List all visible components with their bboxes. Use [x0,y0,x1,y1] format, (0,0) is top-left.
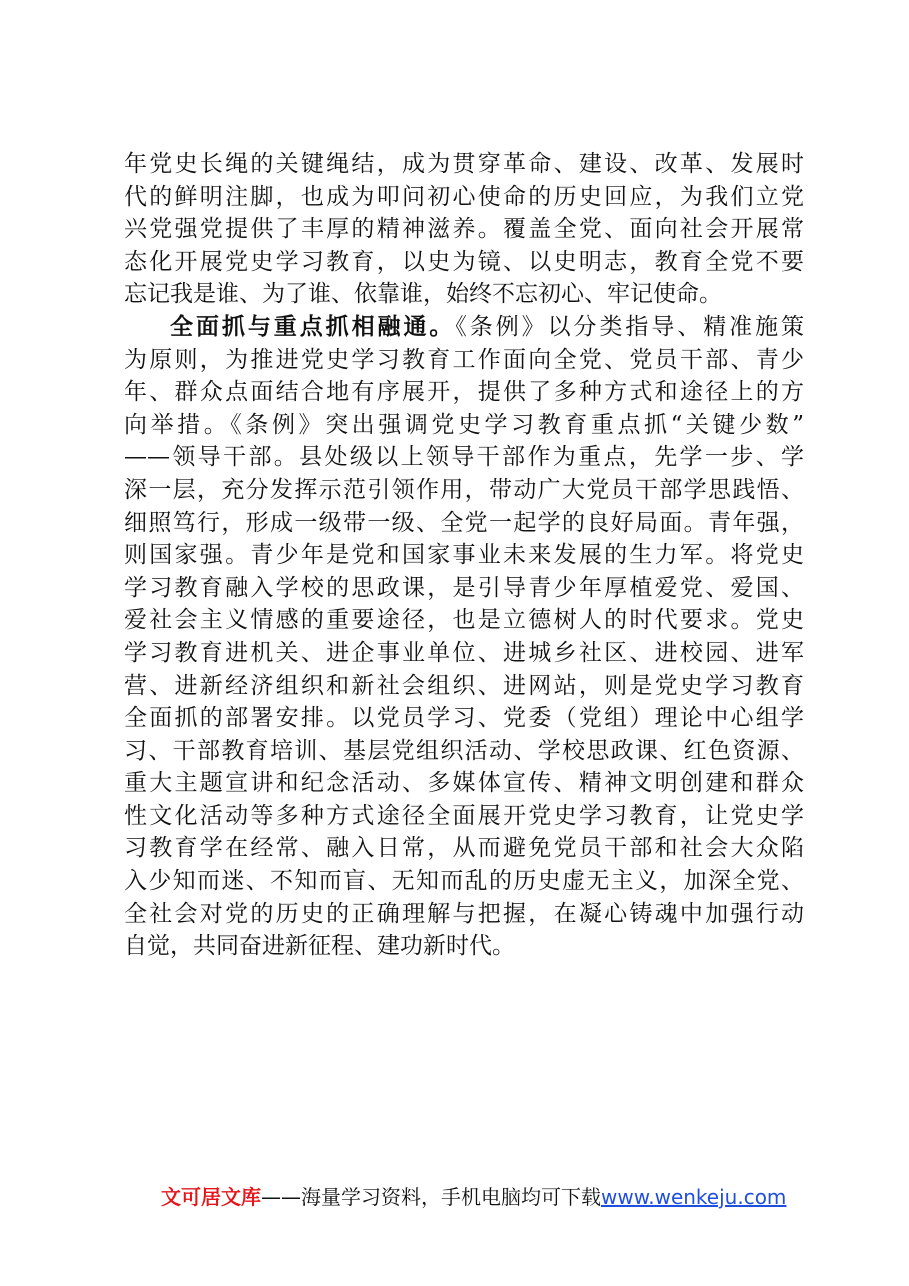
text-line: ——领导干部。县处级以上领导干部作为重点，先学一步、学 [124,444,804,471]
text-line: 习教育学在经常、融入日常，从而避免党员干部和社会大众陷 [124,835,804,862]
text-line: 全面抓的部署安排。以党员学习、党委（党组）理论中心组学 [124,705,804,732]
text-line: 爱社会主义情感的重要途径，也是立德树人的时代要求。党史 [124,607,804,634]
text-line: 学习教育融入学校的思政课，是引导青少年厚植爱党、爱国、 [124,574,804,601]
body-text [124,148,804,963]
text-line: 兴党强党提供了丰厚的精神滋养。覆盖全党、面向社会开展常 [124,216,804,243]
text-line: 代的鲜明注脚，也成为叩问初心使命的历史回应，为我们立党 [124,183,804,210]
website-link[interactable]: www.wenkeju.com [601,1185,787,1209]
text-line: 重大主题宣讲和纪念活动、多媒体宣传、精神文明创建和群众 [124,770,804,797]
text-line: 营、进新经济组织和新社会组织、进网站，则是党史学习教育 [124,672,804,699]
text-line: 习、干部教育培训、基层党组织活动、学校思政课、红色资源、 [124,737,804,764]
text-line: 则国家强。青少年是党和国家事业未来发展的生力军。将党史 [124,542,804,569]
brand-name: 文可居文库 [161,1185,261,1209]
paragraph-heading: 全面抓与重点抓相融通。 [170,313,456,340]
text-line: 年、群众点面结合地有序展开，提供了多种方式和途径上的方 [124,379,804,406]
footer-tagline: ——海量学习资料，手机电脑均可下载 [261,1185,601,1209]
text-line: 性文化活动等多种方式途径全面展开党史学习教育，让党史学 [124,802,804,829]
text-line: 深一层，充分发挥示范引领作用，带动广大党员干部学思践悟、 [124,476,804,503]
text-line: 学习教育进机关、进企事业单位、进城乡社区、进校园、进军 [124,639,804,666]
text-line: 态化开展党史学习教育，以史为镜、以史明志，教育全党不要 [124,248,804,275]
text-line: 年党史长绳的关键绳结，成为贯穿革命、建设、改革、发展时 [124,151,804,177]
footer-banner [161,1183,786,1211]
text-line: 《条例》以分类指导、精准施策 [455,313,804,340]
text-line: 细照笃行，形成一级带一级、全党一起学的良好局面。青年强， [124,509,804,536]
text-line: 向举措。《条例》突出强调党史学习教育重点抓“关键少数” [124,411,804,438]
text-line: 全社会对党的历史的正确理解与把握，在凝心铸魂中加强行动 [124,900,804,927]
text-line: 忘记我是谁、为了谁、依靠谁，始终不忘初心、牢记使命。 [124,281,722,308]
text-line: 为原则，为推进党史学习教育工作面向全党、党员干部、青少 [124,346,804,373]
text-line: 入少知而迷、不知而盲、无知而乱的历史虚无主义，加深全党、 [124,868,804,895]
text-line: 自觉，共同奋进新征程、建功新时代。 [124,933,515,960]
paragraph-first-line [124,311,804,344]
